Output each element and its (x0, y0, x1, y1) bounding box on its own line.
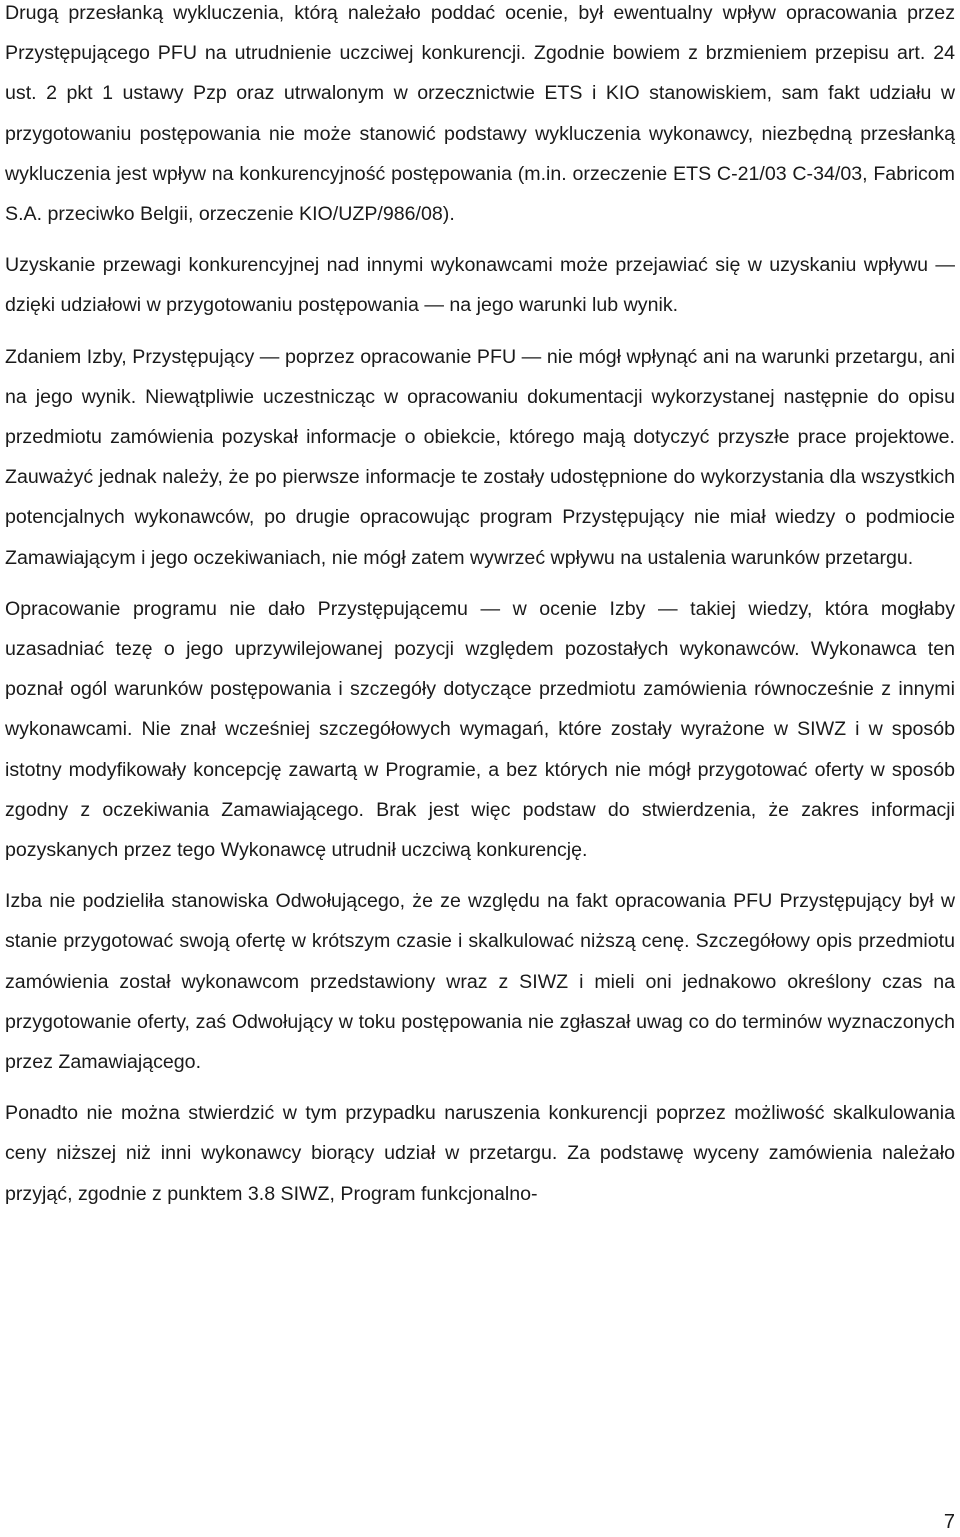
paragraph-appellant-position: Izba nie podzieliła stanowiska Odwołującego, że ze względu na fakt opracowania PFU Przystępujący był w stanie przygotować swoją ofertę w krótszym czasie i skalkulować niższą cenę. Szczegółowy opis przedmiotu zamówienia został wykonawcom przedstawiony wraz z SIWZ i mieli oni jednakowo określony czas na przygotowanie oferty, zaś Odwołujący w toku postępowania nie zgłaszał uwag co do terminów wyznaczonych przez Zamawiającego. (5, 890, 955, 1074)
document-page (5, 0, 955, 1214)
paragraph-price-calculation: Ponadto nie można stwierdzić w tym przypadku naruszenia konkurencji poprzez możliwość skalkulowania ceny niższej niż inni wykonawcy biorący udział w przetargu. Za podstawę wyceny zamówienia należało przyjąć, zgodnie z punktem 3.8 SIWZ, Program funkcjonalno- (5, 1102, 955, 1205)
paragraph-chamber-opinion: Zdaniem Izby, Przystępujący — poprzez opracowanie PFU — nie mógł wpłynąć ani na warunki przetargu, ani na jego wynik. Niewątpliwie uczestnicząc w opracowaniu dokumentacji wykorzystanej następnie do opisu przedmiotu zamówienia pozyskał informacje o obiekcie, którego mają dotyczyć przyszłe prace projektowe. Zauważyć jednak należy, że po pierwsze informacje te zostały udostępnione do wykorzystania dla wszystkich potencjalnych wykonawców, po drugie opracowując program Przystępujący nie miał wiedzy o podmiocie Zamawiającym i jego oczekiwaniach, nie mógł zatem wywrzeć wpływu na ustalenia warunków przetargu. (5, 345, 955, 569)
paragraph-competitive-advantage: Uzyskanie przewagi konkurencyjnej nad innymi wykonawcami może przejawiać się w uzyskaniu wpływu — dzięki udziałowi w przygotowaniu postępowania — na jego warunki lub wynik. (5, 254, 955, 317)
paragraph-exclusion-premise: Drugą przesłanką wykluczenia, którą należało poddać ocenie, był ewentualny wpływ opracowania przez Przystępującego PFU na utrudnienie uczciwej konkurencji. Zgodnie bowiem z brzmieniem przepisu art. 24 ust. 2 pkt 1 ustawy Pzp oraz utrwalonym w orzecznictwie ETS i KIO stanowiskiem, sam fakt udziału w przygotowaniu postępowania nie może stanowić podstawy wykluczenia wykonawcy, niezbędną przesłanką wykluczenia jest wpływ na konkurencyjność postępowania (m.in. orzeczenie ETS C-21/03 C-34/03, Fabricom S.A. przeciwko Belgii, orzeczenie KIO/UZP/986/08). (5, 2, 955, 226)
paragraph-program-knowledge: Opracowanie programu nie dało Przystępującemu — w ocenie Izby — takiej wiedzy, która mogłaby uzasadniać tezę o jego uprzywilejowanej pozycji względem pozostałych wykonawców. Wykonawca ten poznał ogól warunków postępowania i szczegóły dotyczące przedmiotu zamówienia równocześnie z innymi wykonawcami. Nie znał wcześniej szczegółowych wymagań, które zostały wyrażone w SIWZ i w sposób istotny modyfikowały koncepcję zawartą w Programie, a bez których nie mógł przygotować oferty w sposób zgodny z oczekiwania Zamawiającego. Brak jest więc podstaw do stwierdzenia, że zakres informacji pozyskanych przez tego Wykonawcę utrudnił uczciwą konkurencję. (5, 597, 955, 862)
page-number: 7 (943, 1511, 955, 1533)
